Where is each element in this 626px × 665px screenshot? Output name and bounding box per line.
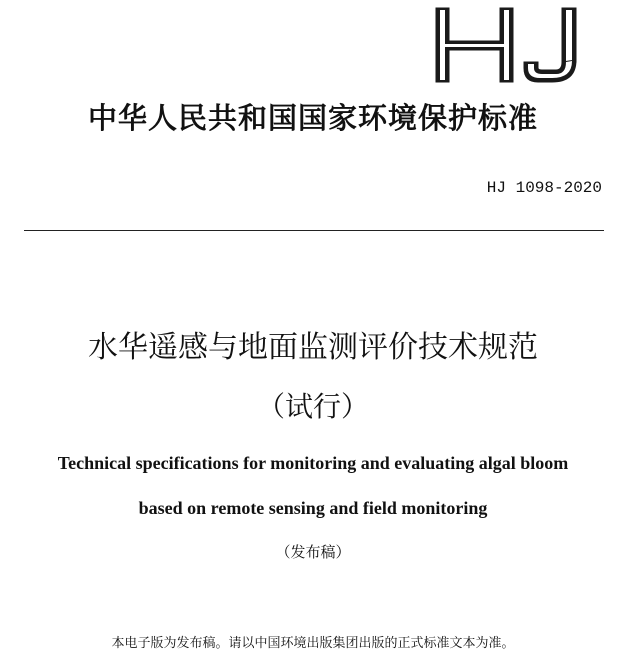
footer-notice: 本电子版为发布稿。请以中国环境出版集团出版的正式标准文本为准。 <box>111 636 515 651</box>
header-divider <box>24 230 604 231</box>
issuing-organization: 中华人民共和国国家环境保护标准 <box>87 101 538 135</box>
hj-logo <box>434 6 580 84</box>
document-title-chinese: 水华遥感与地面监测评价技术规范 <box>88 330 538 365</box>
logo-letter-h <box>436 8 513 82</box>
standard-number: HJ 1098-2020 <box>486 179 602 197</box>
release-status: （发布稿） <box>275 543 351 561</box>
trial-label: （试行） <box>256 390 369 423</box>
logo-letter-j <box>524 8 576 82</box>
document-title-english-line-1: Technical specifications for monitoring and evaluating algal bloom <box>57 453 569 473</box>
document-title-english-line-2: based on remote sensing and field monitoring <box>138 498 488 518</box>
